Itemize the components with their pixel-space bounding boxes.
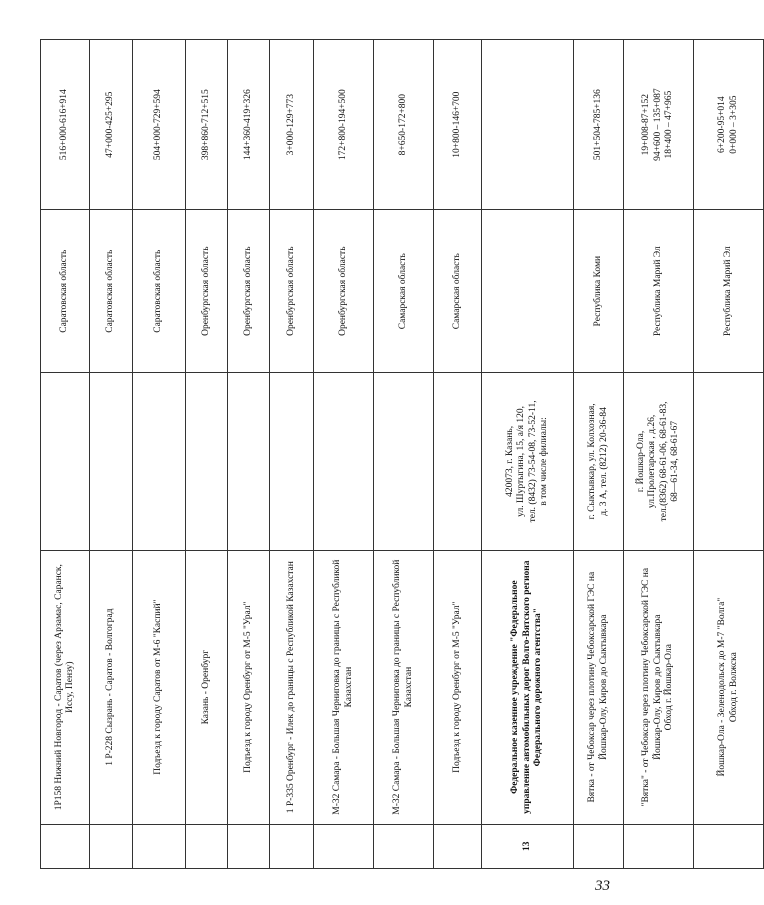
- table-row: [314, 40, 374, 869]
- road-name-cell: М-32 Самара - Большая Черниговка до границы с Республикой Казахстан: [374, 550, 434, 824]
- road-name-cell: Подъезд к городу Оренбург от М-5 "Урал": [434, 550, 482, 824]
- organization-cell: [133, 373, 186, 551]
- km-range-cell: 6+200-95+014 0+000 – 3+305: [694, 40, 764, 210]
- organization-cell: [434, 373, 482, 551]
- road-name-cell: 1 Р-228 Сызрань - Саратов - Волгоград: [90, 550, 133, 824]
- table-row: [186, 40, 228, 869]
- road-name-cell: 1Р158 Нижний Новгород - Саратов (через Арзамас, Саранск, Исcу, Пензу): [41, 550, 90, 824]
- road-name-cell: Федеральное казенное учреждение "Федеральное управление автомобильных дорог Волго-Вятского региона Федерального дорожного агентства": [482, 550, 574, 824]
- organization-cell: [694, 373, 764, 551]
- table-row: [694, 40, 764, 869]
- organization-cell: г. Йошкар-Ола, ул.Пролетарская , д.26, тел.(8362) 68-61-06, 68-61-83, 68—61-34, 68-61-67: [624, 373, 694, 551]
- row-number-cell: [624, 824, 694, 868]
- region-cell: Самарская область: [374, 210, 434, 373]
- road-name-cell: Вятка - от Чебоксар через плотину Чебоксарской ГЭС на Йошкар-Олу, Киров до Сыктывкара: [574, 550, 624, 824]
- road-name-cell: Подъезд к городу Оренбург от М-5 "Урал": [228, 550, 270, 824]
- row-number-cell: [90, 824, 133, 868]
- road-name-cell: 1 Р-335 Оренбург - Илек до границы с Республикой Казахстан: [270, 550, 314, 824]
- organization-cell: [270, 373, 314, 551]
- row-number-cell: [434, 824, 482, 868]
- km-range-cell: 501+504-785+136: [574, 40, 624, 210]
- table-row: [133, 40, 186, 869]
- region-cell: Оренбургская область: [314, 210, 374, 373]
- road-name-cell: "Вятка" - от Чебоксар через плотину Чебоксарской ГЭС на Йошкар-Олу, Киров до Сыктывкара Обход г. Йошкар-Ола: [624, 550, 694, 824]
- table-row: [270, 40, 314, 869]
- table-row: [574, 40, 624, 869]
- table-row: [434, 40, 482, 869]
- km-range-cell: 504+000-729+594: [133, 40, 186, 210]
- region-cell: Республика Марий Эл: [694, 210, 764, 373]
- km-range-cell: 19+008-87+152 94+600 – 135+087 18+400 – 47+965: [624, 40, 694, 210]
- region-cell: Оренбургская область: [228, 210, 270, 373]
- km-range-cell: 172+800-194+500: [314, 40, 374, 210]
- organization-cell: [186, 373, 228, 551]
- row-number-cell: [186, 824, 228, 868]
- row-number-cell: [314, 824, 374, 868]
- row-number-cell: [694, 824, 764, 868]
- table-row: [90, 40, 133, 869]
- row-number-cell: [270, 824, 314, 868]
- km-range-cell: [482, 40, 574, 210]
- organization-cell: [228, 373, 270, 551]
- road-name-cell: Подъезд к городу Саратов от М-6 "Каспий": [133, 550, 186, 824]
- road-name-cell: М-32 Самара - Большая Черниговка до границы с Республикой Казахстан: [314, 550, 374, 824]
- region-cell: Оренбургская область: [186, 210, 228, 373]
- row-number-cell: [133, 824, 186, 868]
- organization-cell: 420073, г. Казань, ул. Шуртыгина, 15, а/я 120, тел. (8432) 73-54-08, 73-52-11, в том числе филиалы:: [482, 373, 574, 551]
- km-range-cell: 398+860-712+515: [186, 40, 228, 210]
- organization-cell: [374, 373, 434, 551]
- region-cell: Самарская область: [434, 210, 482, 373]
- region-cell: Саратовская область: [41, 210, 90, 373]
- region-cell: Саратовская область: [90, 210, 133, 373]
- row-number-cell: [374, 824, 434, 868]
- km-range-cell: 10+800-146+700: [434, 40, 482, 210]
- row-number-cell: [574, 824, 624, 868]
- table-row: [482, 40, 574, 869]
- region-cell: Республика Марий Эл: [624, 210, 694, 373]
- km-range-cell: 3+000-129+773: [270, 40, 314, 210]
- km-range-cell: 47+000-425+295: [90, 40, 133, 210]
- region-cell: Республика Коми: [574, 210, 624, 373]
- km-range-cell: 144+360-419+326: [228, 40, 270, 210]
- table-row: [374, 40, 434, 869]
- organization-cell: [90, 373, 133, 551]
- road-name-cell: Казань - Оренбург: [186, 550, 228, 824]
- region-cell: [482, 210, 574, 373]
- table-row: [41, 40, 90, 869]
- organization-cell: [314, 373, 374, 551]
- page-number: 33: [595, 878, 610, 894]
- road-name-cell: Йошкар-Ола - Зеленодольск до М-7 "Волга" Обход г. Волжска: [694, 550, 764, 824]
- road-table: [40, 39, 764, 869]
- row-number-cell: [228, 824, 270, 868]
- row-number-cell: 13: [482, 824, 574, 868]
- km-range-cell: 516+000-616+914: [41, 40, 90, 210]
- region-cell: Оренбургская область: [270, 210, 314, 373]
- table-row: [228, 40, 270, 869]
- organization-cell: [41, 373, 90, 551]
- table-row: [624, 40, 694, 869]
- row-number-cell: [41, 824, 90, 868]
- rotated-table-page: [40, 39, 739, 869]
- region-cell: Саратовская область: [133, 210, 186, 373]
- km-range-cell: 8+650-172+800: [374, 40, 434, 210]
- organization-cell: г. Сыктывкар, ул. Колхозная, д. 3 А, тел. (8212) 20-36-84: [574, 373, 624, 551]
